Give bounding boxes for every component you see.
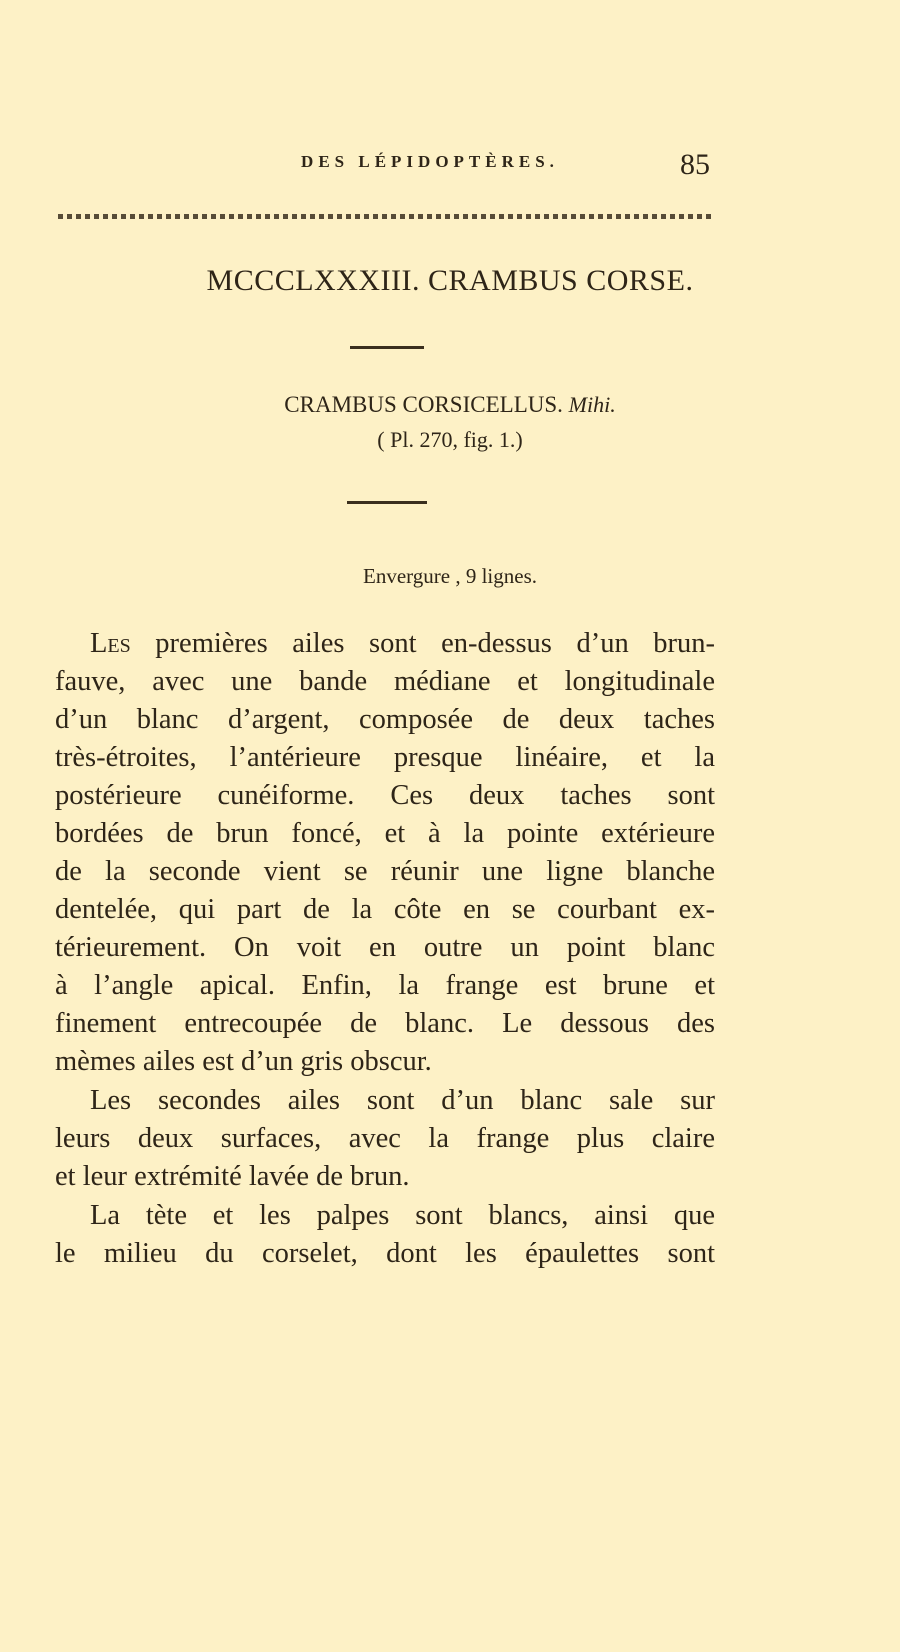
text-line: Les secondes ailes sont d’un blanc sale sur <box>90 1085 715 1116</box>
species-binomial: CRAMBUS CORSICELLUS. <box>284 392 563 417</box>
page-number: 85 <box>680 148 710 181</box>
text-line: et leur extrémité lavée de brun. <box>55 1161 410 1192</box>
text-line: mèmes ailes est d’un gris obscur. <box>55 1046 432 1077</box>
text-line: Les premières ailes sont en-dessus d’un brun- <box>90 628 715 659</box>
running-head-text: DES LÉPIDOPTÈRES. <box>301 152 559 171</box>
text-line: d’un blanc d’argent, composée de deux taches <box>55 704 715 735</box>
small-caps-opening: Les <box>90 628 131 659</box>
text-line: térieurement. On voit en outre un point blanc <box>55 932 715 963</box>
plate-reference: ( Pl. 270, fig. 1.) <box>377 427 523 452</box>
text-line: très-étroites, l’antérieure presque linéaire, et la <box>55 742 715 773</box>
species-name <box>0 392 900 418</box>
text-line: de la seconde vient se réunir une ligne blanche <box>55 856 715 887</box>
divider <box>347 501 427 504</box>
text-line: à l’angle apical. Enfin, la frange est brune et <box>55 970 715 1001</box>
running-head <box>0 152 900 172</box>
text-line: dentelée, qui part de la côte en se courbant ex- <box>55 894 715 925</box>
text-line: bordées de brun foncé, et à la pointe extérieure <box>55 818 715 849</box>
text-line: postérieure cunéiforme. Ces deux taches sont <box>55 780 715 811</box>
section-title: MCCCLXXXIII. CRAMBUS CORSE. <box>206 264 694 297</box>
ornamental-rule <box>58 214 713 219</box>
wingspan: Envergure , 9 lignes. <box>363 564 537 588</box>
text-line: La tète et les palpes sont blancs, ainsi que <box>90 1200 715 1231</box>
text-line: le milieu du corselet, dont les épaulettes sont <box>55 1238 715 1269</box>
text-line: finement entrecoupée de blanc. Le dessous des <box>55 1008 715 1039</box>
text-line: leurs deux surfaces, avec la frange plus claire <box>55 1123 715 1154</box>
divider <box>350 346 424 349</box>
text-line: fauve, avec une bande médiane et longitudinale <box>55 666 715 697</box>
species-author: Mihi. <box>568 392 616 417</box>
